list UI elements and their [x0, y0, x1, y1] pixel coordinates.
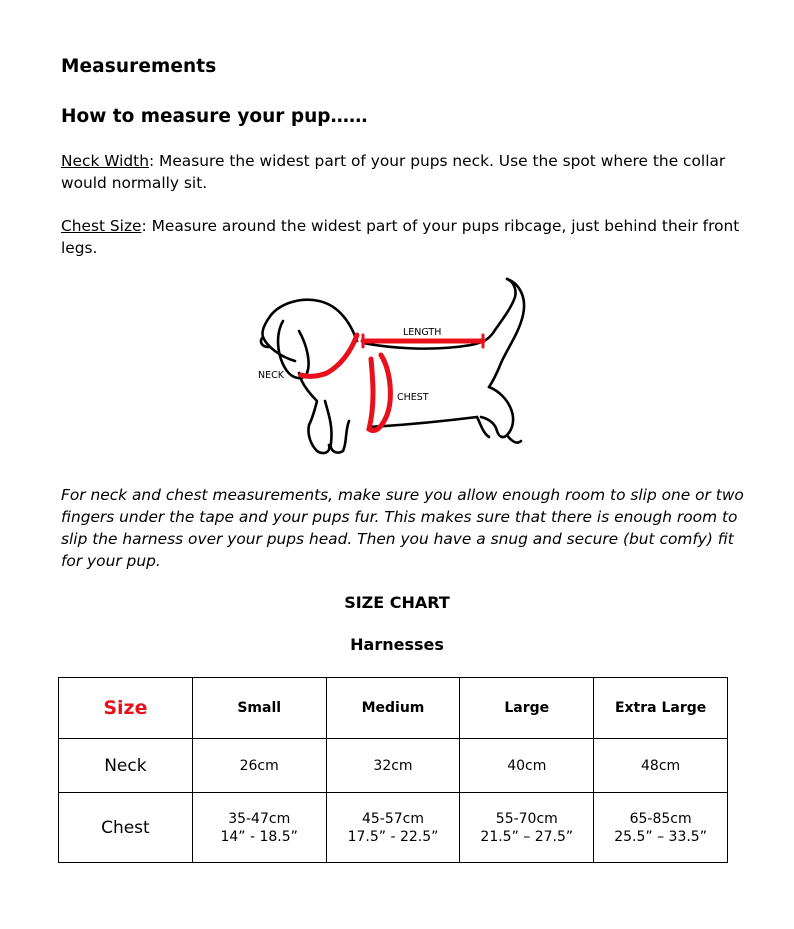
chest-cm-extra-large: 65-85cm	[629, 810, 692, 827]
chest-cm-medium: 45-57cm	[361, 810, 424, 827]
size-chart-title: SIZE CHART	[344, 593, 450, 612]
size-chart-table	[58, 677, 728, 863]
column-header-large: Large	[460, 678, 594, 739]
fit-note-paragraph: For neck and chest measurements, make sure you allow enough room to slip one or two fingers under the tape and your pups fur. This makes sure that there is enough room to slip the harness over your pups head. Then you have a snug and secure (but comfy) fit for your pup.	[61, 486, 744, 570]
neck-width-paragraph	[61, 150, 751, 194]
chest-cm-large: 55-70cm	[495, 810, 558, 827]
size-chart-subtitle: Harnesses	[350, 635, 444, 654]
chest-in-medium: 17.5” - 22.5”	[347, 828, 439, 845]
column-header-small: Small	[192, 678, 326, 739]
length-label: LENGTH	[403, 327, 442, 338]
chest-cell-extra-large	[594, 793, 728, 863]
table-header-row	[59, 678, 728, 739]
dog-outline	[261, 279, 524, 453]
neck-cell-small: 26cm	[192, 739, 326, 793]
neck-measurement-mark	[301, 335, 357, 376]
neck-width-term: Neck Width	[61, 152, 149, 170]
chest-in-extra-large: 25.5” – 33.5”	[614, 828, 707, 845]
chest-cell-small	[192, 793, 326, 863]
section-heading: How to measure your pup……	[61, 106, 368, 127]
row-label-chest: Chest	[59, 793, 193, 863]
column-header-extra-large: Extra Large	[594, 678, 728, 739]
chest-size-paragraph	[61, 215, 751, 259]
chest-size-term: Chest Size	[61, 217, 142, 235]
row-label-neck: Neck	[59, 739, 193, 793]
table-row-neck	[59, 739, 728, 793]
neck-width-text: : Measure the widest part of your pups neck. Use the spot where the collar would normally sit.	[61, 152, 726, 192]
chest-cell-medium	[326, 793, 460, 863]
neck-cell-extra-large: 48cm	[594, 739, 728, 793]
chest-size-text: : Measure around the widest part of your pups ribcage, just behind their front legs.	[61, 217, 740, 257]
size-header-cell: Size	[59, 678, 193, 739]
neck-cell-medium: 32cm	[326, 739, 460, 793]
table-row-chest	[59, 793, 728, 863]
page-heading: Measurements	[61, 56, 217, 77]
dog-measurement-diagram	[245, 275, 545, 475]
neck-cell-large: 40cm	[460, 739, 594, 793]
chest-in-small: 14” - 18.5”	[220, 828, 298, 845]
column-header-medium: Medium	[326, 678, 460, 739]
chest-cell-large	[460, 793, 594, 863]
neck-label: NECK	[258, 370, 284, 381]
chest-cm-small: 35-47cm	[228, 810, 291, 827]
chest-label: CHEST	[397, 392, 429, 403]
chest-measurement-mark	[369, 355, 390, 430]
chest-in-large: 21.5” – 27.5”	[480, 828, 574, 845]
